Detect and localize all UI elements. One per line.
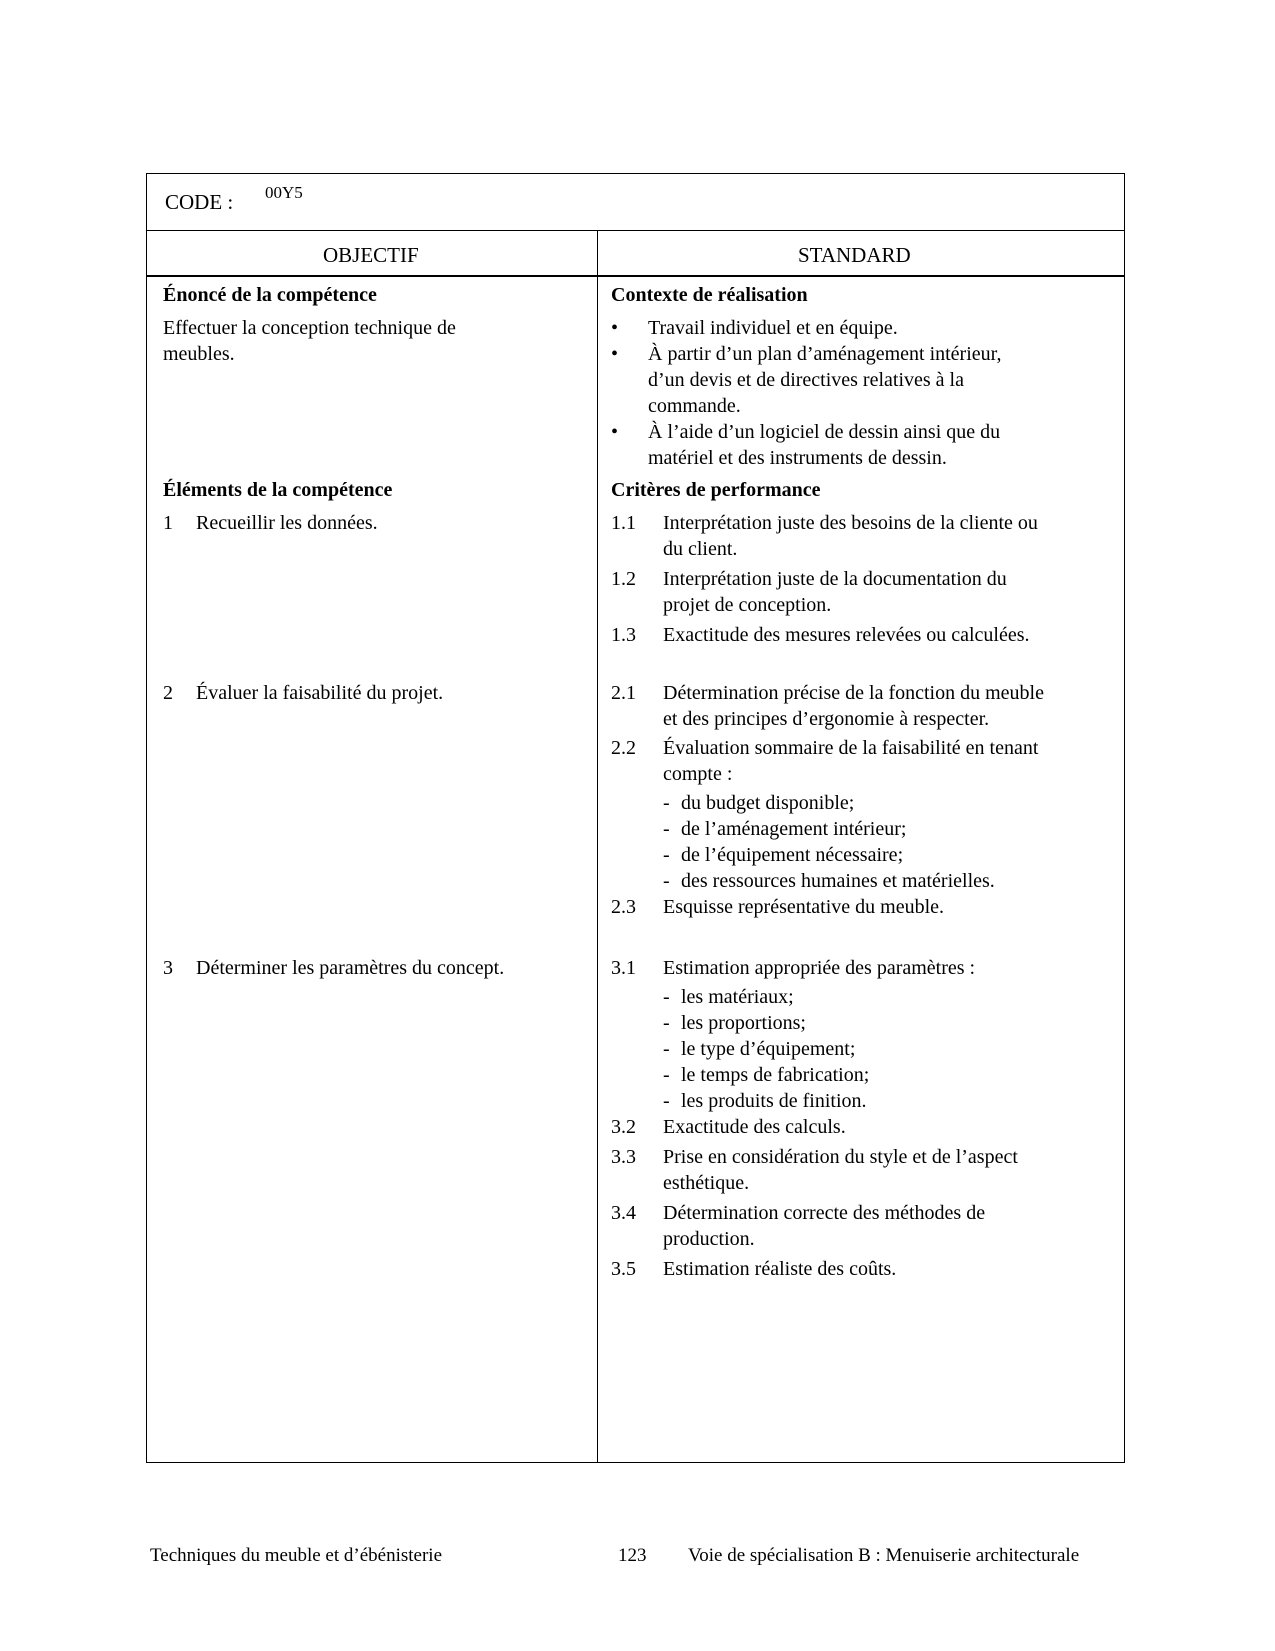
element-number: 1 [163, 512, 173, 534]
element-text: Déterminer les paramètres du concept. [196, 957, 505, 979]
contexte-line: À partir d’un plan d’aménagement intérieur, [648, 343, 1002, 365]
criteres-heading: Critères de performance [611, 479, 821, 501]
element-text: Recueillir les données. [196, 512, 378, 534]
criterion-subitem: le temps de fabrication; [681, 1064, 870, 1086]
criterion-line: Prise en considération du style et de l’aspect [663, 1146, 1018, 1168]
contexte-line: matériel et des instruments de dessin. [648, 447, 947, 469]
criterion-subitem: des ressources humaines et matérielles. [681, 870, 995, 892]
criterion-number: 2.3 [611, 896, 636, 918]
contexte-line: d’un devis et de directives relatives à la [648, 369, 964, 391]
criterion-subitem: les matériaux; [681, 986, 794, 1008]
criterion-number: 2.2 [611, 737, 636, 759]
code-row [147, 174, 1124, 231]
criterion-line: Estimation réaliste des coûts. [663, 1258, 897, 1280]
dash-icon: - [663, 986, 670, 1008]
criterion-line: projet de conception. [663, 594, 832, 616]
elements-heading: Éléments de la compétence [163, 479, 393, 501]
column-divider [597, 231, 598, 1462]
bullet-icon: • [611, 421, 619, 443]
criterion-line: Exactitude des mesures relevées ou calculées. [663, 624, 1030, 646]
dash-icon: - [663, 844, 670, 866]
dash-icon: - [663, 818, 670, 840]
element-number: 3 [163, 957, 173, 979]
bullet-icon: • [611, 317, 619, 339]
criterion-subitem: de l’aménagement intérieur; [681, 818, 907, 840]
enonce-line: meubles. [163, 343, 235, 365]
criterion-line: et des principes d’ergonomie à respecter. [663, 708, 990, 730]
header-objectif: OBJECTIF [323, 243, 419, 267]
element-text: Évaluer la faisabilité du projet. [196, 682, 444, 704]
contexte-heading: Contexte de réalisation [611, 284, 808, 306]
code-label: CODE : [165, 190, 234, 214]
criterion-line: Détermination précise de la fonction du meuble [663, 682, 1044, 704]
criterion-number: 1.2 [611, 568, 636, 590]
contexte-line: Travail individuel et en équipe. [648, 317, 898, 339]
criterion-line: production. [663, 1228, 755, 1250]
dash-icon: - [663, 870, 670, 892]
criterion-number: 3.1 [611, 957, 636, 979]
criterion-line: Esquisse représentative du meuble. [663, 896, 945, 918]
column-header-row [147, 231, 1124, 277]
element-number: 2 [163, 682, 173, 704]
dash-icon: - [663, 1090, 670, 1112]
enonce-line: Effectuer la conception technique de [163, 317, 456, 339]
criterion-number: 2.1 [611, 682, 636, 704]
criterion-number: 1.1 [611, 512, 636, 534]
code-value: 00Y5 [265, 183, 303, 202]
dash-icon: - [663, 1012, 670, 1034]
bullet-icon: • [611, 343, 619, 365]
criterion-number: 3.2 [611, 1116, 636, 1138]
criterion-subitem: de l’équipement nécessaire; [681, 844, 904, 866]
criterion-subitem: les proportions; [681, 1012, 806, 1034]
criterion-subitem: du budget disponible; [681, 792, 855, 814]
dash-icon: - [663, 1064, 670, 1086]
criterion-line: Interprétation juste des besoins de la cliente ou [663, 512, 1038, 534]
criterion-line: du client. [663, 538, 738, 560]
header-standard: STANDARD [798, 243, 911, 267]
criterion-line: Interprétation juste de la documentation du [663, 568, 1007, 590]
criterion-number: 3.4 [611, 1202, 636, 1224]
criterion-subitem: le type d’équipement; [681, 1038, 856, 1060]
criterion-line: Exactitude des calculs. [663, 1116, 846, 1138]
contexte-line: À l’aide d’un logiciel de dessin ainsi que du [648, 421, 1001, 443]
enonce-heading: Énoncé de la compétence [163, 284, 377, 306]
footer-specialization: Voie de spécialisation B : Menuiserie architecturale [688, 1545, 1080, 1566]
criterion-line: Évaluation sommaire de la faisabilité en tenant [663, 737, 1039, 759]
footer-page-number: 123 [618, 1545, 647, 1566]
contexte-line: commande. [648, 395, 741, 417]
dash-icon: - [663, 792, 670, 814]
criterion-line: esthétique. [663, 1172, 750, 1194]
criterion-line: Estimation appropriée des paramètres : [663, 957, 976, 979]
footer-program: Techniques du meuble et d’ébénisterie [150, 1545, 443, 1566]
criterion-line: compte : [663, 763, 733, 785]
criterion-subitem: les produits de finition. [681, 1090, 867, 1112]
criterion-number: 1.3 [611, 624, 636, 646]
criterion-number: 3.3 [611, 1146, 636, 1168]
dash-icon: - [663, 1038, 670, 1060]
criterion-line: Détermination correcte des méthodes de [663, 1202, 986, 1224]
competency-table [146, 173, 1125, 1463]
criterion-number: 3.5 [611, 1258, 636, 1280]
